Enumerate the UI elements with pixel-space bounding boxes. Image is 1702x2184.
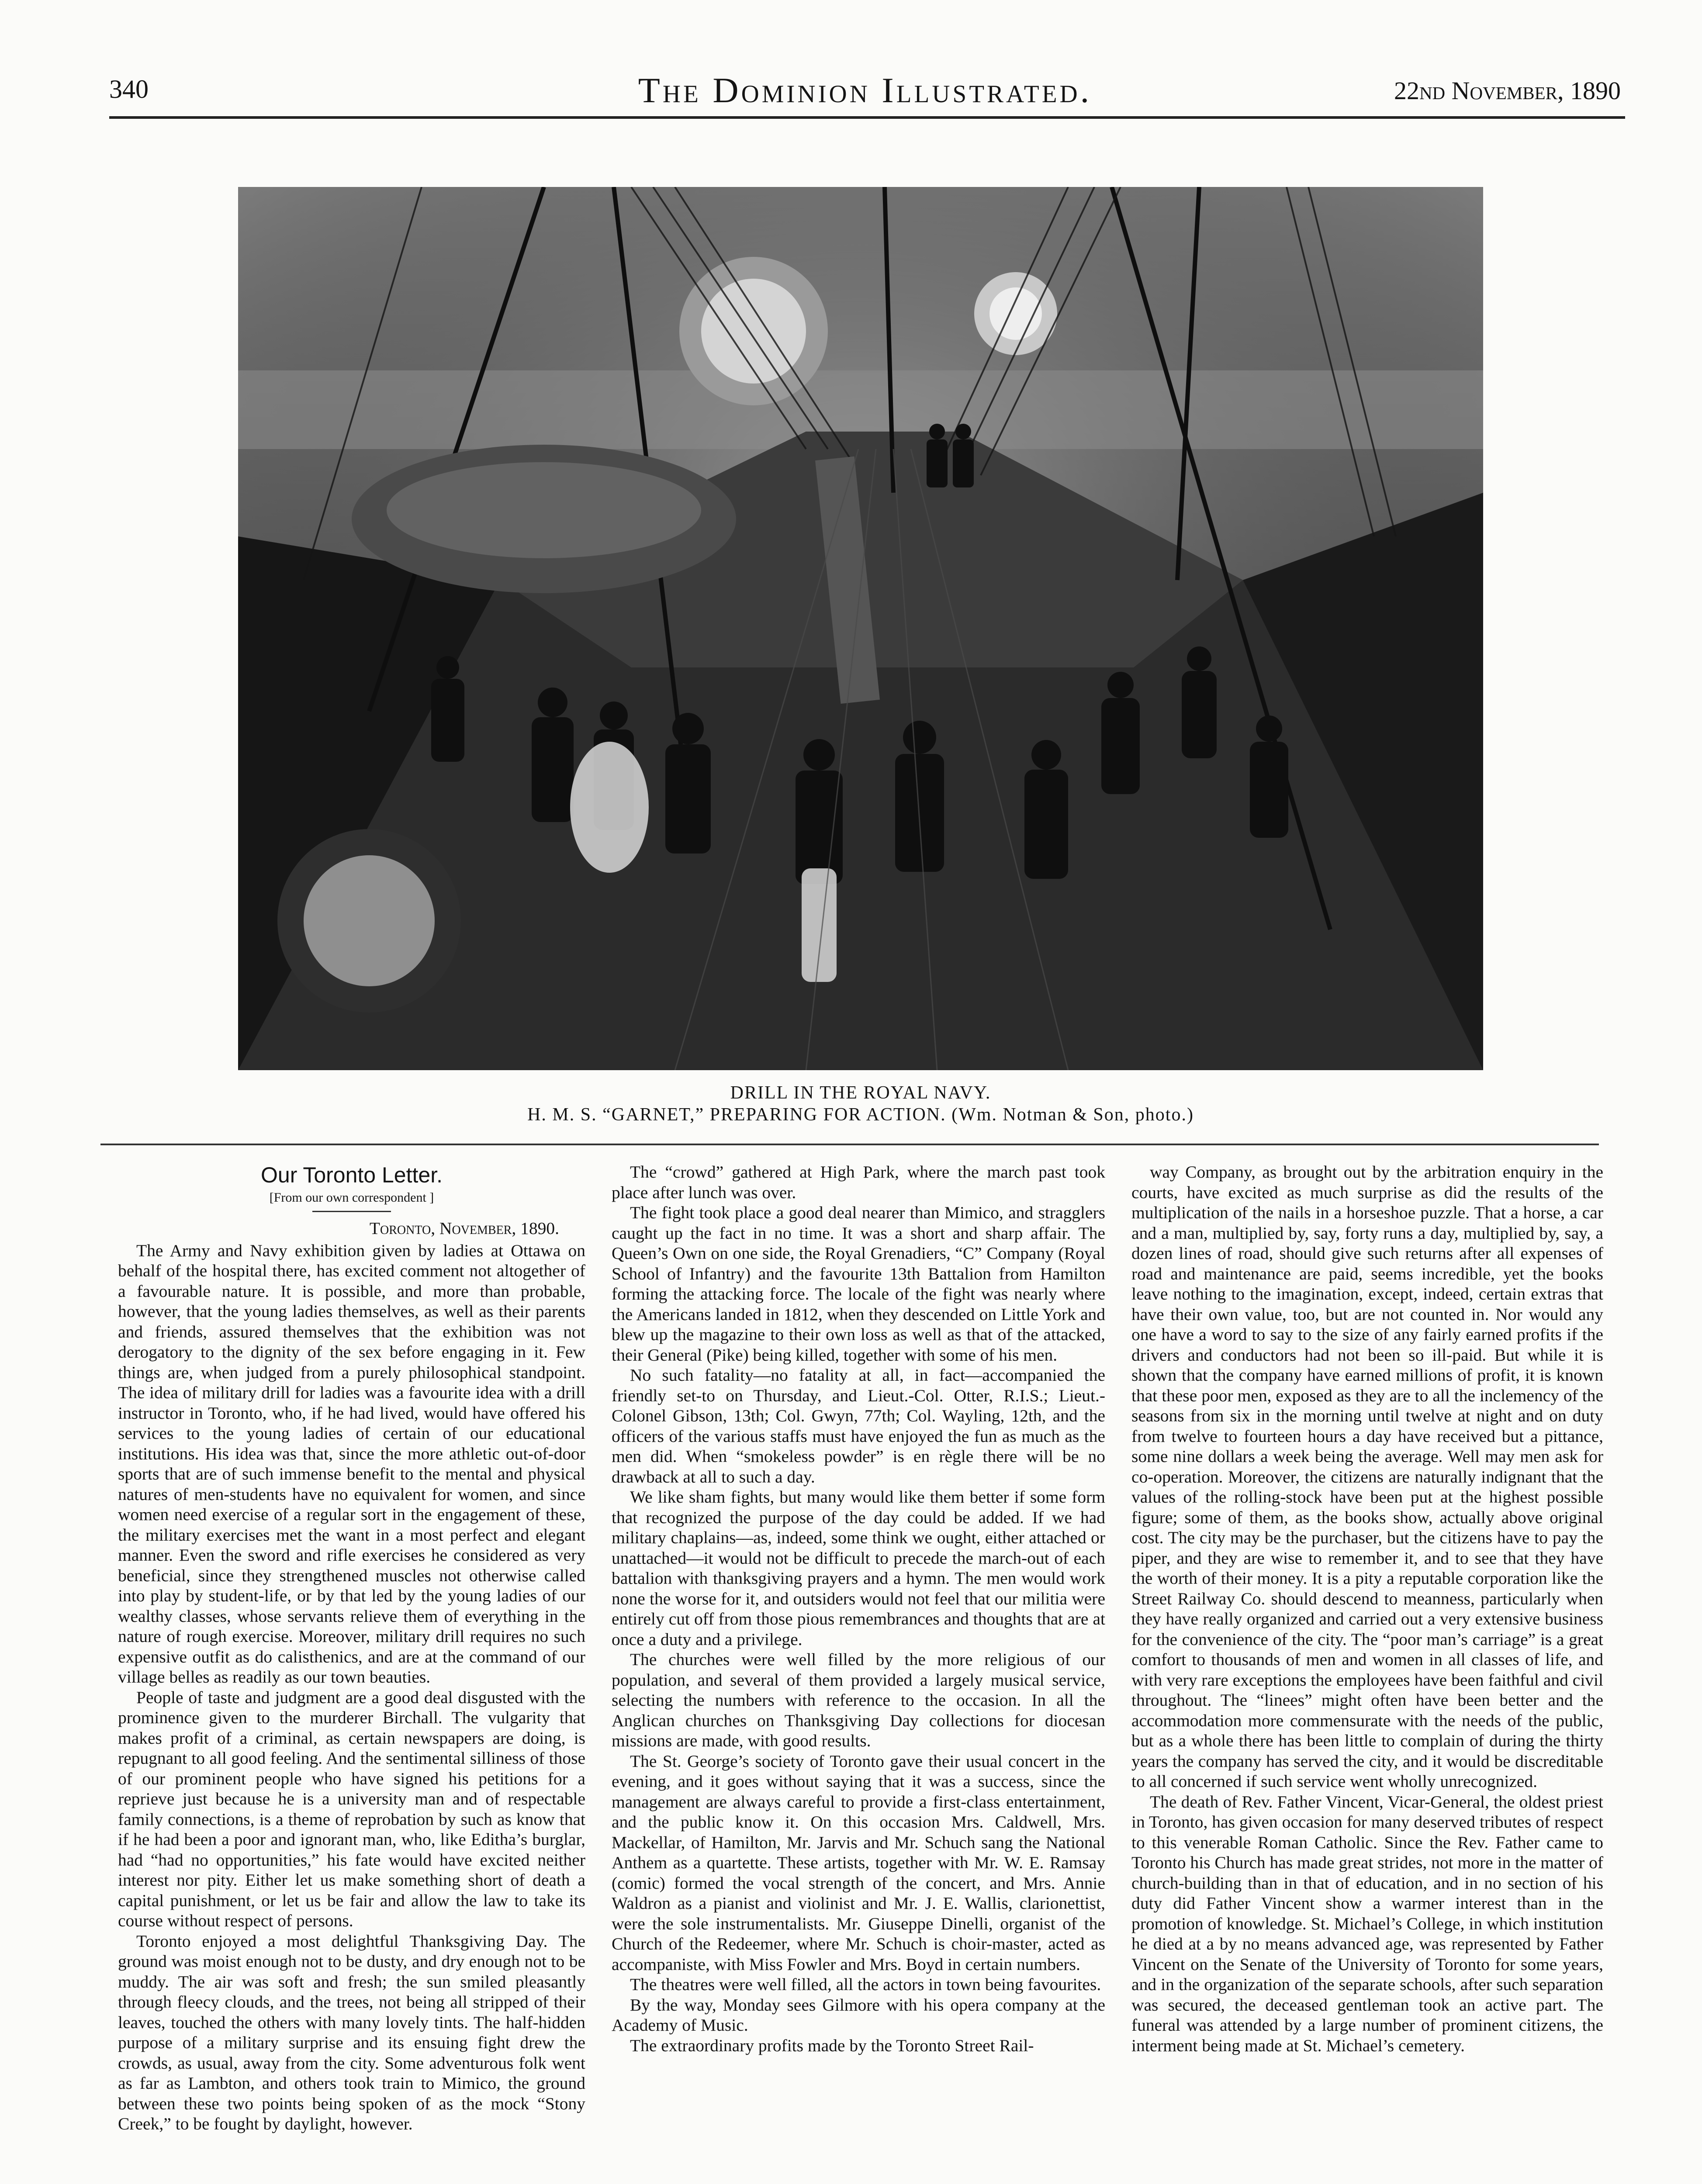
page-number: 340 <box>109 75 149 104</box>
paragraph: The “crowd” gathered at High Park, where the march past took place after lunch was over. <box>612 1162 1105 1202</box>
paragraph: We like sham fights, but many would like them better if some form that recognized the purpose of the day could be added. If we had military chaplains—as, indeed, some think we ought, either attached or unattached—it would not be difficult to precede the march-out of each battalion with thanksgiving prayers and a hymn. The men would work none the worse for it, and outsiders would not feel that our militia were entirely cut off from those pious remembrances and thoughts that are at once a duty and a privilege. <box>612 1487 1105 1649</box>
section-rule <box>100 1144 1599 1145</box>
paragraph: The Army and Navy exhibition given by ladies at Ottawa on behalf of the hospital there, has excited comment not altogether of a favourable nature. It is possible, and more than probable, however, that the young ladies themselves, as well as their parents and friends, assured themselves that the exhibition was not derogatory to the dignity of the sex before engaging in it. Few things are, when judged from a purely philosophical standpoint. The idea of military drill for ladies was a favourite idea with a drill instructor in Toronto, who, if he had lived, would have offered his services to the young ladies of certain of our educational institutions. His idea was that, since the more athletic out-of-door sports that are of such immense benefit to the mental and physical natures of men-students have no equivalent for women, and since women need exercise of a regular sort in the engagement of these, the military exercises met the want in a most perfect and elegant manner. Even the sword and rifle exercises he considered as very beneficial, since they strengthened muscles not otherwise called into play by student-life, or by that led by the young ladies of our wealthy classes, whose servants relieve them of everything in the nature of rough exercise. Moreover, military drill requires no such expensive outfit as do calisthenics, and are at the command of our village belles as readily as our town beauties. <box>118 1241 585 1686</box>
photo-caption-detail: H. M. S. “GARNET,” PREPARING FOR ACTION. (Wm. Notman & Son, photo.) <box>527 1105 1194 1125</box>
article-title: Our Toronto Letter. <box>261 1163 443 1187</box>
paragraph: The fight took place a good deal nearer than Mimico, and stragglers caught up the fact in no time. It was a short and sharp affair. The Queen’s Own on one side, the Royal Grenadiers, “C” Company (Royal School of Infantry) and the favourite 13th Battalion from Hamilton forming the attacking force. The locale of the fight was nearly where the Americans landed in 1812, when they descended on Little York and blew up the magazine to their own loss as well as that of the attacked, their General (Pike) being killed, together with some of his men. <box>612 1203 1105 1365</box>
article-subtitle: [From our own correspondent ] <box>269 1190 434 1205</box>
column-3 <box>1131 1162 1603 2056</box>
photo-illustration <box>238 187 1483 1070</box>
paragraph: By the way, Monday sees Gilmore with his opera company at the Academy of Music. <box>612 1995 1105 2035</box>
paragraph: The churches were well filled by the more religious of our population, and several of them provided a largely musical service, selecting the numbers with reference to the occasion. In all the Anglican churches on Thanksgiving Day collections for diocesan missions are made, with good results. <box>612 1650 1105 1750</box>
paragraph: Toronto enjoyed a most delightful Thanksgiving Day. The ground was moist enough not to be dusty, and dry enough not to be muddy. The air was soft and fresh; the sun smiled pleasantly through fleecy clouds, and the trees, not being all stripped of their leaves, touched the others with many lovely tints. The half-hidden purpose of a military surprise and its ensuing fight drew the crowds, as usual, away from the city. Some adventurous folk went as far as Lambton, and others took train to Mimico, the ground between these two points being spoken of as the mock “Stony Creek,” to be fought by daylight, however. <box>118 1931 585 2133</box>
paragraph: The St. George’s society of Toronto gave their usual concert in the evening, and it goes without saying that it was a success, since the management are always careful to provide a first-class entertainment, and the public know it. On this occasion Mrs. Caldwell, Mrs. Mackellar, of Hamilton, Mr. Jarvis and Mr. Schuch sang the National Anthem as a quartette. These artists, together with Mr. W. E. Ramsay (comic) formed the vocal strength of the concert, and Mrs. Annie Waldron as a pianist and violinist and Mr. J. E. Wallis, clarionettist, were the sole instrumentalists. Mr. Giuseppe Dinelli, organist of the Church of the Redeemer, where Mr. Schuch is choir-master, acted as accompaniste, with Miss Fowler and Mrs. Boyd in certain numbers. <box>612 1751 1105 1974</box>
photo-caption-title: DRILL IN THE ROYAL NAVY. <box>730 1083 991 1103</box>
paragraph: way Company, as brought out by the arbitration enquiry in the courts, have excited as much surprise as did the results of the multiplication of the nails in a horseshoe puzzle. That a horse, a car and a man, multiplied by, say, forty runs a day, multiplied by, say, a dozen lines of road, should give such returns after all expenses of road and maintenance are paid, seems incredible, yet the books leave nothing to the imagination, except, indeed, certain extras that have their own value, too, but are not counted in. Nor would any one have a word to say to the size of any fairly earned profits if the drivers and conductors had not been so ill-paid. But while it is shown that the company have earned millions of profit, it is known that these poor men, exposed as they are to all the inclemency of the seasons from six in the morning until twelve at night and on duty from twelve to fourteen hours a day have received but a pittance, some nine dollars a week being the average. Well may men ask for co-operation. Moreover, the citizens are naturally indignant that the values of the rolling-stock have been put at the highest possible figure; some of them, as the books show, actually above original cost. The city may be the purchaser, but the citizens have to pay the piper, and they are wise to remember it, and to see that they have the worth of their money. It is a pity a reputable corporation like the Street Railway Co. should descend to meanness, particularly when they have really organized and carried out a very extensive business for the convenience of the city. The “poor man’s carriage” is a great comfort to thousands of men and women in all classes of life, and with very rare exceptions the employees have been faithful and civil throughout. The “linees” might often have been better and the accommodation more commensurate with the needs of the public, but as a whole there has been little to complain of during the thirty years the company has served the city, and it would be discreditable to all concerned if such service went wholly unrecognized. <box>1131 1162 1603 1791</box>
article-dateline: Toronto, November, 1890. <box>369 1219 559 1238</box>
column-2 <box>612 1162 1105 2056</box>
masthead: The Dominion Illustrated. <box>638 70 1092 110</box>
paragraph: The theatres were well filled, all the actors in town being favourites. <box>630 1975 1101 1994</box>
paragraph: The extraordinary profits made by the Toronto Street Rail- <box>630 2035 1034 2055</box>
issue-date: 22nd November, 1890 <box>1394 76 1621 105</box>
ship-deck-photograph <box>238 187 1483 1070</box>
column-1 <box>118 1162 585 2134</box>
paragraph: People of taste and judgment are a good deal disgusted with the prominence given to the murderer Birchall. The vulgarity that makes profit of a criminal, as certain newspapers are doing, is repugnant to all good feeling. And the sentimental silliness of those of our prominent people who have signed his petitions for a reprieve just because he is a university man and of respectable family connections, is a theme of reprobation by such as know that if he had been a poor and ignorant man, who, like Editha’s burglar, had “had no opportunities,” his fate would have excited neither interest nor pity. Either let us make something short of death a capital punishment, or let us be fair and allow the law to take its course without respect of persons. <box>118 1687 585 1930</box>
header-rule <box>109 116 1625 119</box>
page-header <box>109 70 1621 114</box>
paragraph: The death of Rev. Father Vincent, Vicar-General, the oldest priest in Toronto, has given occasion for many deserved tributes of respect to this venerable Roman Catholic. Since the Rev. Father came to Toronto his Church has made great strides, not more in the matter of church-building than in that of education, and in no section of his duty did Father Vincent show a warmer interest than in the promotion of knowledge. St. Michael’s College, in which institution he died at a by no means advanced age, was represented by Father Vincent on the Senate of the University of Toronto for some years, and in the organization of the separate schools, after such separation was secured, the deceased gentleman took an active part. The funeral was attended by a large number of prominent citizens, the interment being made at St. Michael’s cemetery. <box>1131 1792 1603 2055</box>
title-rule <box>312 1211 391 1212</box>
paragraph: No such fatality—no fatality at all, in fact—accompanied the friendly set-to on Thursday, and Lieut.-Col. Otter, R.I.S.; Lieut.-Colonel Gibson, 13th; Col. Gwyn, 77th; Col. Wayling, 12th, and the officers of the various staffs must have enjoyed the fun as much as the men did. When “smokeless powder” is en règle there will be no drawback at all to such a day. <box>612 1365 1105 1486</box>
